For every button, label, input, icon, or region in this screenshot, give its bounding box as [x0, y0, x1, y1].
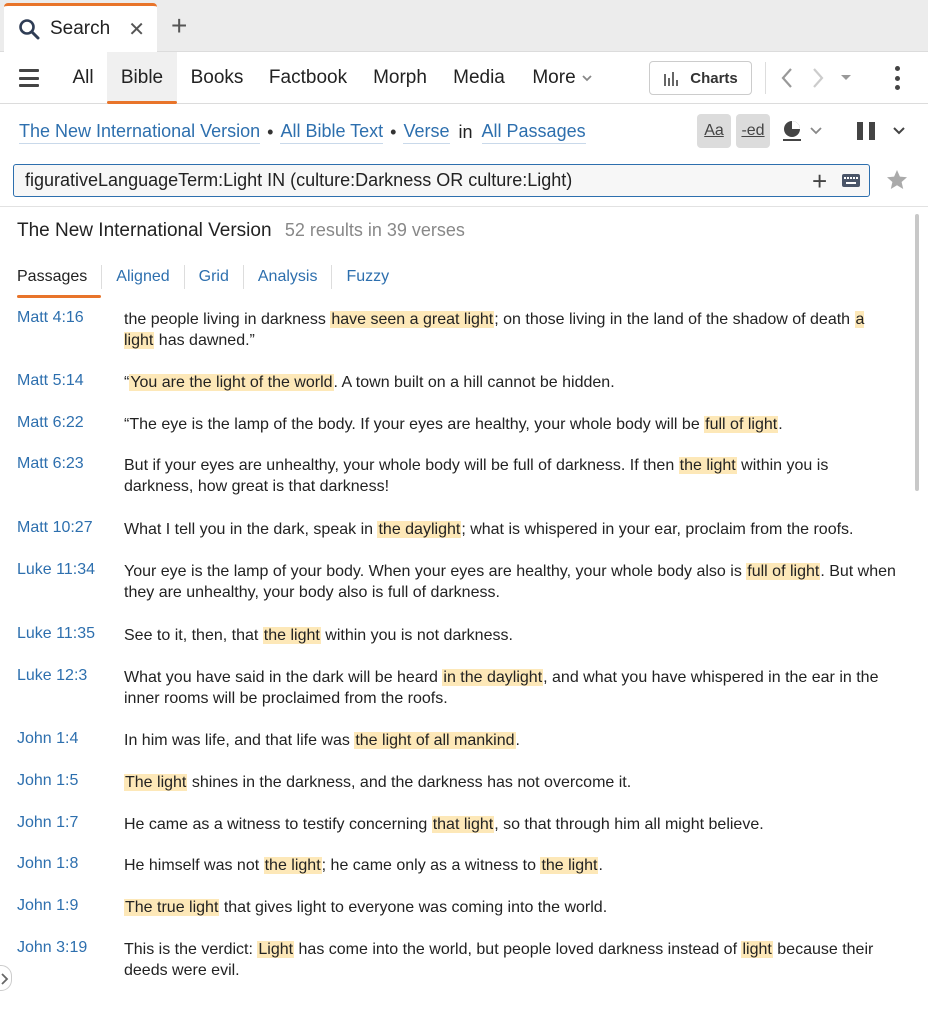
verse-text-segment: ; he came only as a witness to	[321, 857, 541, 874]
verse-text	[124, 897, 896, 918]
charts-label: Charts	[690, 69, 738, 87]
search-hit-highlight[interactable]: have seen a great light	[331, 311, 494, 328]
range-link[interactable]: All Passages	[482, 121, 586, 144]
back-arrow-icon[interactable]	[780, 66, 794, 90]
verse-reference-link[interactable]: Luke 11:34	[17, 561, 95, 578]
nav-tab-factbook[interactable]: Factbook	[268, 67, 348, 88]
more-options-icon[interactable]	[894, 66, 900, 90]
search-icon	[18, 18, 40, 40]
search-hit-highlight[interactable]: The light	[125, 774, 187, 791]
verse-text	[124, 625, 896, 646]
panel-expand-handle[interactable]	[0, 965, 12, 991]
search-hit-highlight[interactable]: the daylight	[378, 521, 461, 538]
verse-text-segment: What you have said in the dark will be heard	[124, 669, 443, 686]
verse-reference-link[interactable]: John 1:9	[17, 897, 79, 914]
verse-text-segment: . But when they are unhealthy, your body also is full of darkness.	[124, 563, 896, 601]
search-hit-highlight[interactable]: the light	[264, 857, 321, 874]
tab-label: Search	[50, 18, 111, 39]
search-hit-highlight[interactable]: full of light	[747, 563, 820, 580]
divider	[0, 206, 928, 207]
search-hit-highlight[interactable]: that light	[432, 816, 494, 833]
word-forms-button[interactable]: -ed	[736, 114, 770, 148]
verse-text	[124, 855, 896, 876]
charts-button[interactable]	[649, 61, 752, 95]
search-hit-highlight[interactable]: full of light	[705, 416, 778, 433]
verse-text	[124, 561, 896, 603]
search-hit-highlight[interactable]: Light	[258, 941, 294, 958]
verse-text-segment: . A town built on a hill cannot be hidden.	[333, 374, 615, 391]
toolbar	[0, 52, 928, 104]
verse-text	[124, 519, 896, 540]
verse-text-segment: has dawned.”	[154, 332, 255, 349]
search-hit-highlight[interactable]: the light of all mankind	[355, 732, 515, 749]
tab-strip	[0, 0, 928, 52]
verse-reference-link[interactable]: John 1:7	[17, 814, 79, 831]
tab-aligned[interactable]: Aligned	[101, 265, 183, 289]
visual-filter-button[interactable]	[778, 118, 828, 146]
verse-reference-link[interactable]: John 1:8	[17, 855, 79, 872]
tab-analysis[interactable]: Analysis	[243, 265, 332, 289]
resource-line	[19, 121, 586, 144]
verse-text-segment: , and what you have whispered in the ear in the inner rooms will be proclaimed from the roofs.	[124, 669, 879, 707]
verse-reference-link[interactable]: Luke 12:3	[17, 667, 88, 684]
verse-text-segment: .	[598, 857, 603, 874]
version-link[interactable]: The New International Version	[19, 121, 260, 144]
search-hit-highlight[interactable]: in the daylight	[443, 669, 543, 686]
verse-text-segment: ; on those living in the land of the shadow of death	[494, 311, 855, 328]
nav-tab-all[interactable]: All	[72, 67, 94, 88]
verse-text	[124, 730, 896, 751]
new-tab-icon[interactable]: +	[171, 10, 188, 41]
verse-text-segment: See to it, then, that	[124, 627, 263, 644]
nav-tab-media[interactable]: Media	[453, 67, 505, 88]
parallel-view-icon[interactable]	[857, 122, 875, 140]
tab-search[interactable]	[4, 3, 157, 52]
verse-text-segment: He came as a witness to testify concerning	[124, 816, 432, 833]
verse-reference-link[interactable]: John 1:5	[17, 772, 79, 789]
toolbar-divider	[765, 62, 766, 94]
verse-text-segment: This is the verdict:	[124, 941, 258, 958]
search-hit-highlight[interactable]: The true light	[125, 899, 219, 916]
menu-icon[interactable]	[19, 69, 39, 87]
verse-text	[124, 814, 896, 835]
verse-text-segment: shines in the darkness, and the darkness has not overcome it.	[187, 774, 632, 791]
more-label: More	[532, 67, 576, 88]
verse-text-segment: ; what is whispered in your ear, proclaim from the roofs.	[461, 521, 854, 538]
chevron-down-icon	[582, 73, 592, 83]
verse-reference-link[interactable]: Matt 6:22	[17, 414, 84, 431]
chevron-down-icon	[810, 127, 822, 135]
verse-reference-link[interactable]: John 1:4	[17, 730, 79, 747]
results-header	[17, 220, 465, 242]
nav-tab-books[interactable]: Books	[190, 67, 244, 88]
scrollbar-thumb[interactable]	[915, 214, 919, 491]
add-icon[interactable]: +	[812, 166, 828, 196]
verse-text-segment: “	[124, 374, 130, 391]
search-hit-highlight[interactable]: You are the light of the world	[130, 374, 333, 391]
tab-passages[interactable]: Passages	[17, 265, 101, 289]
verse-text	[124, 309, 896, 351]
forward-arrow-icon[interactable]	[811, 66, 825, 90]
verse-text-segment: What I tell you in the dark, speak in	[124, 521, 378, 538]
verse-text-segment: has come into the world, but people loved darkness instead of	[294, 941, 742, 958]
verse-reference-link[interactable]: Matt 4:16	[17, 309, 84, 326]
nav-tab-morph[interactable]: Morph	[373, 67, 427, 88]
result-view-tabs	[17, 265, 403, 289]
search-box	[13, 164, 870, 197]
nav-tab-bible[interactable]: Bible	[107, 52, 177, 104]
in-label: in	[458, 122, 473, 142]
verse-text	[124, 939, 896, 981]
verse-text	[124, 372, 896, 393]
history-dropdown-icon[interactable]	[840, 74, 852, 82]
verse-reference-link[interactable]: John 3:19	[17, 939, 88, 956]
verse-text-segment: within you is not darkness.	[320, 627, 513, 644]
search-hit-highlight[interactable]: light	[742, 941, 772, 958]
verse-text-segment: But if your eyes are unhealthy, your whole body will be full of darkness. If then	[124, 457, 679, 474]
search-hit-highlight[interactable]: the light	[679, 457, 736, 474]
verse-text-segment: within you is darkness, how great is that darkness!	[124, 457, 829, 495]
keyboard-icon[interactable]	[842, 174, 860, 187]
case-sensitive-button[interactable]: Aa	[697, 114, 731, 148]
verse-text-segment: “The eye is the lamp of the body. If your eyes are healthy, your whole body will be	[124, 416, 705, 433]
verse-text-segment: Your eye is the lamp of your body. When your eyes are healthy, your whole body also is	[124, 563, 747, 580]
tab-fuzzy[interactable]: Fuzzy	[331, 265, 403, 289]
verse-text-segment: because their deeds were evil.	[124, 941, 874, 979]
star-icon[interactable]	[885, 168, 909, 192]
verse-text-segment: In him was life, and that life was	[124, 732, 355, 749]
verse-text-segment: the people living in darkness	[124, 311, 331, 328]
verse-text-segment: .	[778, 416, 783, 433]
verse-text-segment: .	[515, 732, 520, 749]
scope-link[interactable]: All Bible Text	[280, 121, 383, 144]
close-icon[interactable]: ✕	[128, 18, 145, 41]
search-hit-highlight[interactable]: the light	[263, 627, 320, 644]
bar-chart-icon	[663, 70, 681, 86]
chevron-right-icon	[1, 973, 9, 985]
verse-text-segment: He himself was not	[124, 857, 264, 874]
search-input[interactable]	[14, 165, 804, 196]
chevron-down-icon[interactable]	[892, 124, 906, 138]
verse-text	[124, 772, 896, 793]
tab-grid[interactable]: Grid	[184, 265, 243, 289]
verse-reference-link[interactable]: Matt 10:27	[17, 519, 93, 536]
search-hit-highlight[interactable]: the light	[541, 857, 598, 874]
pie-filter-icon	[780, 118, 804, 142]
separator-dot: •	[267, 122, 274, 142]
verse-text	[124, 455, 896, 497]
unit-link[interactable]: Verse	[403, 121, 449, 144]
verse-text-segment: that gives light to everyone was coming into the world.	[219, 899, 608, 916]
nav-more-button[interactable]	[527, 52, 597, 104]
results-version: The New International Version	[17, 220, 272, 241]
verse-text-segment: , so that through him all might believe.	[494, 816, 764, 833]
verse-reference-link[interactable]: Matt 6:23	[17, 455, 84, 472]
verse-reference-link[interactable]: Matt 5:14	[17, 372, 84, 389]
results-count: 52 results in 39 verses	[284, 220, 465, 240]
search-hit-highlight[interactable]: a light	[124, 311, 865, 349]
verse-text	[124, 667, 896, 709]
separator-dot: •	[390, 122, 397, 142]
verse-text	[124, 414, 896, 435]
verse-reference-link[interactable]: Luke 11:35	[17, 625, 95, 642]
